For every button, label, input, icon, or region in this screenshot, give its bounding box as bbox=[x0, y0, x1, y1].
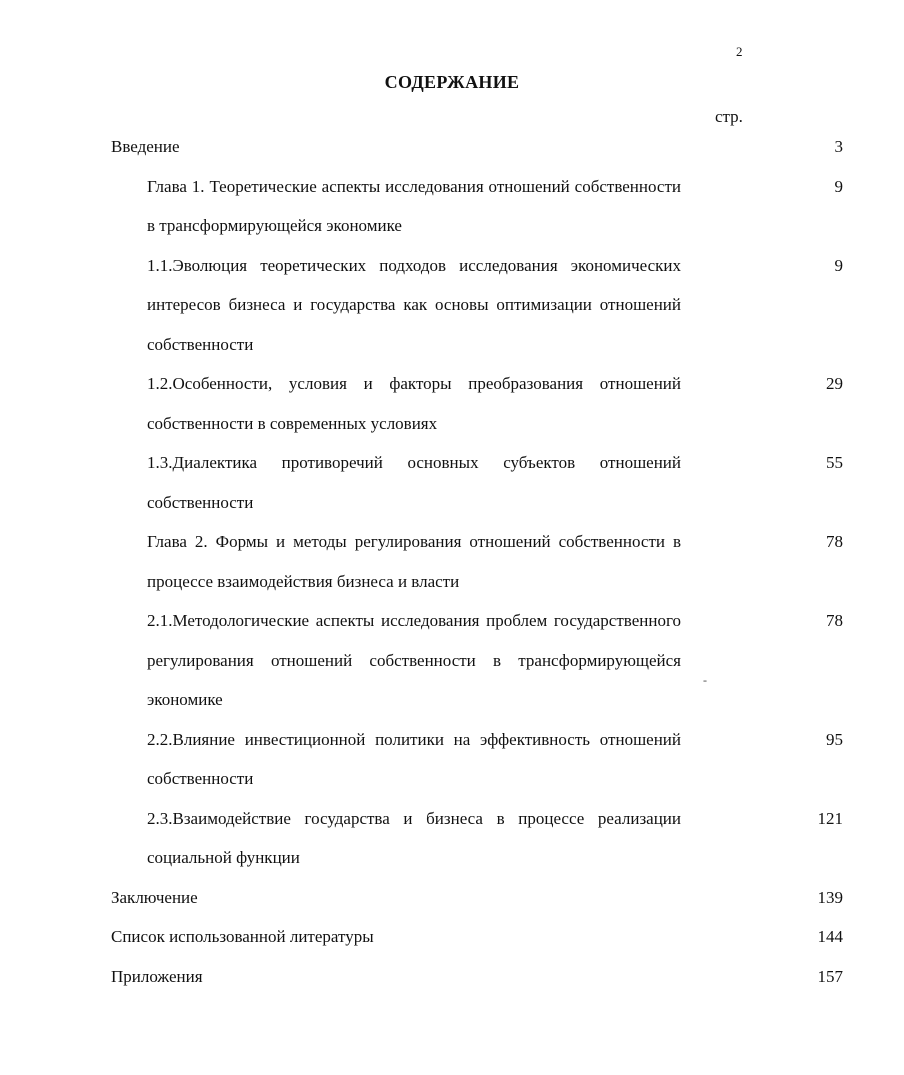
toc-entry-section-2-1[interactable] bbox=[147, 601, 843, 720]
toc-entry-section-1-3[interactable] bbox=[147, 443, 843, 522]
toc-entry-page: 78 bbox=[826, 532, 843, 551]
toc-entry-page: 144 bbox=[817, 927, 843, 946]
toc-entry-chapter-2[interactable] bbox=[147, 522, 843, 601]
toc-entry-chapter-1[interactable] bbox=[147, 167, 843, 246]
toc-entry-page: 95 bbox=[826, 729, 843, 749]
toc-entry-section-1-1[interactable] bbox=[147, 246, 843, 365]
toc-entry-text: Список использованной литературы bbox=[111, 927, 374, 946]
page-title: СОДЕРЖАНИЕ bbox=[384, 72, 520, 92]
stray-mark: - bbox=[703, 673, 707, 687]
toc-entry-text: 1.2.Особенности, условия и факторы преобразования отношений собственности в современных условиях bbox=[147, 374, 681, 433]
toc-entry-page: 29 bbox=[826, 374, 843, 393]
toc-entry-section-2-2[interactable] bbox=[147, 720, 843, 799]
toc-entry-text: Глава 2. Формы и методы регулирования отношений собственности в процессе взаимодействия бизнеса и власти bbox=[147, 532, 681, 591]
toc-entry-text: 2.1.Методологические аспекты исследования проблем государственного регулирования отношений собственности в трансформирующейся экономике bbox=[147, 611, 681, 709]
page-number: 2 bbox=[736, 44, 743, 59]
toc-entry-page: 3 bbox=[834, 137, 843, 156]
toc-entry-page: 9 bbox=[834, 255, 843, 275]
table-of-contents bbox=[0, 127, 843, 996]
toc-entry-conclusion[interactable] bbox=[111, 878, 843, 918]
toc-entry-page: 78 bbox=[826, 611, 843, 630]
toc-entry-introduction[interactable] bbox=[111, 127, 843, 167]
toc-entry-page: 55 bbox=[826, 453, 843, 472]
toc-entry-section-2-3[interactable] bbox=[147, 799, 843, 878]
toc-entry-text: 1.3.Диалектика противоречий основных субъектов отношений собственности bbox=[147, 453, 681, 512]
toc-entry-text: Глава 1. Теоретические аспекты исследования отношений собственности в трансформирующейся экономике bbox=[147, 176, 681, 235]
toc-entry-page: 157 bbox=[817, 966, 843, 986]
toc-entry-text: 2.2.Влияние инвестиционной политики на эффективность отношений собственности bbox=[147, 729, 681, 788]
toc-entry-text: Приложения bbox=[111, 966, 203, 986]
toc-entry-text: Заключение bbox=[111, 887, 198, 907]
toc-entry-references[interactable] bbox=[111, 917, 843, 957]
pages-column-label: стр. bbox=[715, 107, 743, 126]
toc-entry-section-1-2[interactable] bbox=[147, 364, 843, 443]
toc-entry-page: 121 bbox=[817, 808, 843, 828]
toc-entry-text: Введение bbox=[111, 137, 180, 156]
toc-entry-text: 1.1.Эволюция теоретических подходов исследования экономических интересов бизнеса и государства как основы оптимизации отношений собственности bbox=[147, 255, 681, 354]
toc-entry-appendices[interactable] bbox=[111, 957, 843, 997]
toc-entry-page: 9 bbox=[834, 176, 843, 196]
toc-entry-text: 2.3.Взаимодействие государства и бизнеса в процессе реализации социальной функции bbox=[147, 808, 681, 867]
toc-entry-page: 139 bbox=[817, 887, 843, 907]
